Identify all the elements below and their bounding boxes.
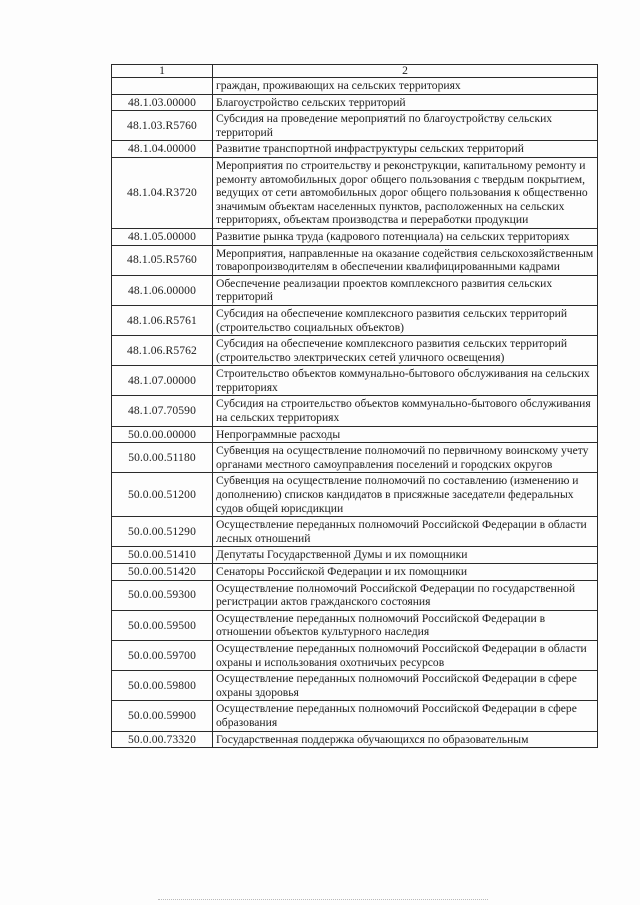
row-name-cell: граждан, проживающих на сельских территориях: [213, 78, 598, 95]
table-row: [112, 443, 598, 473]
row-name-cell: Субвенция на осуществление полномочий по составлению (изменению и дополнению) списков кандидатов в присяжные заседатели федеральных судов общей юрисдикции: [213, 473, 598, 517]
table-row: [112, 245, 598, 275]
row-name-cell: Развитие рынка труда (кадрового потенциала) на сельских территориях: [213, 228, 598, 245]
row-name-cell: Осуществление переданных полномочий Российской Федерации в области лесных отношений: [213, 517, 598, 547]
row-code-cell: 48.1.05.R5760: [112, 245, 213, 275]
table-row: [112, 111, 598, 141]
table-row: [112, 547, 598, 564]
row-name-cell: Сенаторы Российской Федерации и их помощники: [213, 564, 598, 581]
table-row: [112, 275, 598, 305]
table-row: [112, 157, 598, 228]
table-row: [112, 305, 598, 335]
scan-artifact-line: [158, 899, 488, 900]
row-name-cell: Субсидия на проведение мероприятий по благоустройству сельских территорий: [213, 111, 598, 141]
row-name-cell: Субсидия на обеспечение комплексного развития сельских территорий (строительство социальных объектов): [213, 305, 598, 335]
row-name-cell: Осуществление полномочий Российской Федерации по государственной регистрации актов гражданского состояния: [213, 580, 598, 610]
row-name-cell: Мероприятия по строительству и реконструкции, капитальному ремонту и ремонту автомобильных дорог общего пользования с твердым покрытием, ведущих от сети автомобильных дорог общего пользования к общественно значимым объектам населенных пунктов, расположенных на сельских территориях, объектам производства и переработки продукции: [213, 157, 598, 228]
row-name-cell: Осуществление переданных полномочий Российской Федерации в области охраны и использования охотничьих ресурсов: [213, 640, 598, 670]
table-row: [112, 640, 598, 670]
table-row: [112, 473, 598, 517]
row-code-cell: 48.1.03.R5760: [112, 111, 213, 141]
row-code-cell: 48.1.06.R5761: [112, 305, 213, 335]
row-code-cell: 50.0.00.59900: [112, 701, 213, 731]
row-code-cell: 50.0.00.51200: [112, 473, 213, 517]
row-name-cell: Депутаты Государственной Думы и их помощники: [213, 547, 598, 564]
row-code-cell: 48.1.04.R3720: [112, 157, 213, 228]
budget-classification-table: [111, 64, 598, 748]
row-name-cell: Непрограммные расходы: [213, 426, 598, 443]
row-code-cell: [112, 78, 213, 95]
row-name-cell: Субвенция на осуществление полномочий по первичному воинскому учету органами местного самоуправления поселений и городских округов: [213, 443, 598, 473]
column-number-1: 1: [112, 65, 213, 78]
row-code-cell: 50.0.00.59700: [112, 640, 213, 670]
table-row: [112, 610, 598, 640]
row-name-cell: Развитие транспортной инфраструктуры сельских территорий: [213, 141, 598, 158]
row-code-cell: 48.1.07.70590: [112, 396, 213, 426]
row-code-cell: 50.0.00.51290: [112, 517, 213, 547]
table-row: [112, 564, 598, 581]
table-row: [112, 94, 598, 111]
row-code-cell: 50.0.00.51180: [112, 443, 213, 473]
row-name-cell: Осуществление переданных полномочий Российской Федерации в отношении объектов культурного наследия: [213, 610, 598, 640]
row-code-cell: 48.1.06.R5762: [112, 336, 213, 366]
table-row: [112, 228, 598, 245]
table-row: [112, 517, 598, 547]
row-code-cell: 50.0.00.73320: [112, 731, 213, 748]
row-code-cell: 50.0.00.59800: [112, 671, 213, 701]
table-row: [112, 396, 598, 426]
row-code-cell: 50.0.00.59500: [112, 610, 213, 640]
row-name-cell: Государственная поддержка обучающихся по образовательным: [213, 731, 598, 748]
row-code-cell: 50.0.00.00000: [112, 426, 213, 443]
column-number-row: [112, 65, 598, 78]
table-row: [112, 141, 598, 158]
row-name-cell: Субсидия на обеспечение комплексного развития сельских территорий (строительство электрических сетей уличного освещения): [213, 336, 598, 366]
row-name-cell: Осуществление переданных полномочий Российской Федерации в сфере образования: [213, 701, 598, 731]
row-name-cell: Строительство объектов коммунально-бытового обслуживания на сельских территориях: [213, 366, 598, 396]
table-row: [112, 731, 598, 748]
table-row: [112, 336, 598, 366]
row-name-cell: Субсидия на строительство объектов коммунально-бытового обслуживания на сельских территориях: [213, 396, 598, 426]
row-code-cell: 48.1.07.00000: [112, 366, 213, 396]
row-name-cell: Мероприятия, направленные на оказание содействия сельскохозяйственным товаропроизводителям в обеспечении квалифицированными кадрами: [213, 245, 598, 275]
column-number-2: 2: [213, 65, 598, 78]
table-body: [112, 78, 598, 748]
row-code-cell: 50.0.00.51410: [112, 547, 213, 564]
row-code-cell: 50.0.00.59300: [112, 580, 213, 610]
row-name-cell: Благоустройство сельских территорий: [213, 94, 598, 111]
row-code-cell: 48.1.03.00000: [112, 94, 213, 111]
row-code-cell: 48.1.05.00000: [112, 228, 213, 245]
table-row: [112, 366, 598, 396]
table-row: [112, 671, 598, 701]
table-row: [112, 78, 598, 95]
row-name-cell: Обеспечение реализации проектов комплексного развития сельских территорий: [213, 275, 598, 305]
table-row: [112, 580, 598, 610]
row-name-cell: Осуществление переданных полномочий Российской Федерации в сфере охраны здоровья: [213, 671, 598, 701]
row-code-cell: 48.1.06.00000: [112, 275, 213, 305]
row-code-cell: 50.0.00.51420: [112, 564, 213, 581]
table-row: [112, 426, 598, 443]
table-row: [112, 701, 598, 731]
row-code-cell: 48.1.04.00000: [112, 141, 213, 158]
